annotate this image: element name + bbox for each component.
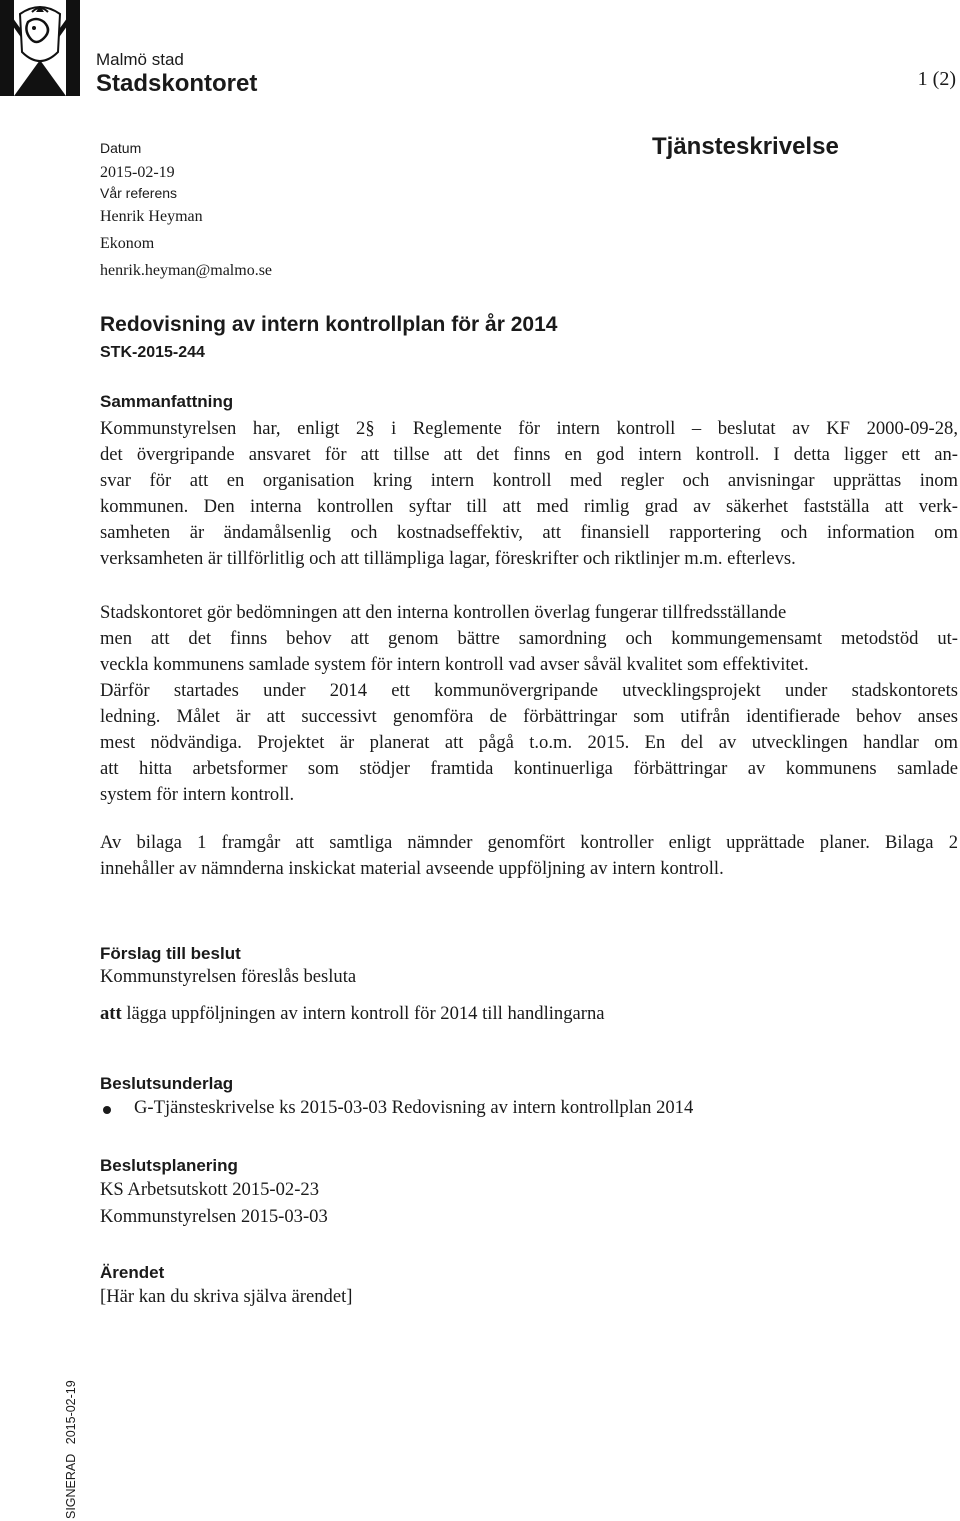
paragraph-line: att hitta arbetsformer som stödjer framtida kontinuerliga förbättringar av kommunens samlade <box>100 758 958 779</box>
page-number: 1 (2) <box>917 68 956 90</box>
paragraph-line: det övergripande ansvaret för att tillse att det finns en god intern kontroll. I detta ligger ett an- <box>100 444 958 465</box>
paragraph-line: samheten är ändamålsenlig och kostnadseffektiv, att finansiell rapportering och information om <box>100 522 958 543</box>
basis-heading: Beslutsunderlag <box>100 1074 234 1093</box>
reference-title: Ekonom <box>100 235 155 252</box>
paragraph-line: veckla kommunens samlade system för intern kontroll vad avser såväl kvalitet som effektivitet. <box>100 654 809 675</box>
reference-email: henrik.heyman@malmo.se <box>100 262 273 279</box>
document-title: Redovisning av intern kontrollplan för år 2014 <box>100 313 558 336</box>
paragraph-line: innehåller av nämnderna inskickat material avseende uppföljning av intern kontroll. <box>100 858 724 879</box>
matter-heading: Ärendet <box>100 1263 165 1282</box>
matter-text: [Här kan du skriva själva ärendet] <box>100 1286 353 1307</box>
organization-city: Malmö stad <box>96 50 184 69</box>
paragraph-line: Av bilaga 1 framgår att samtliga nämnder genomfört kontroller enligt upprättade planer. Bilaga 2 <box>100 832 958 853</box>
paragraph-line: verksamheten är tillförlitlig och att tillämpliga lagar, föreskrifter och riktlinjer m.m. efterlevs. <box>100 548 796 569</box>
proposal-decision: lägga uppföljningen av intern kontroll för 2014 till handlingarna <box>126 1003 605 1024</box>
planning-heading: Beslutsplanering <box>100 1156 238 1175</box>
proposal-intro: Kommunstyrelsen föreslås besluta <box>100 966 357 987</box>
paragraph-line: kommunen. Den interna kontrollen syftar till att med rimlig grad av säkerhet fastställa att verk- <box>100 496 958 517</box>
paragraph-line: Kommunstyrelsen har, enligt 2§ i Reglemente för intern kontroll – beslutat av KF 2000-09-28, <box>100 418 958 439</box>
paragraph-line: Därför startades under 2014 ett kommunövergripande utvecklingsprojekt under stadskontorets <box>100 680 958 701</box>
paragraph-line: Stadskontoret gör bedömningen att den interna kontrollen överlag fungerar tillfredsställande <box>100 602 787 623</box>
paragraph-line: men att det finns behov att genom bättre samordning och kommungemensamt metodstöd ut- <box>100 628 958 649</box>
proposal-heading: Förslag till beslut <box>100 944 241 963</box>
document-type: Tjänsteskrivelse <box>652 133 839 160</box>
signed-stamp: SIGNERAD 2015-02-19 <box>64 1380 78 1519</box>
summary-heading: Sammanfattning <box>100 392 234 411</box>
malmo-coat-of-arms-logo <box>0 0 80 96</box>
bullet-icon <box>103 1106 111 1114</box>
planning-line: Kommunstyrelsen 2015-03-03 <box>100 1206 328 1227</box>
att-keyword: att <box>100 1003 122 1024</box>
paragraph-line: system för intern kontroll. <box>100 784 295 805</box>
paragraph-line: mest nödvändiga. Projektet är planerat att pågå t.o.m. 2015. En del av utvecklingen handlar om <box>100 732 958 753</box>
organization-office: Stadskontoret <box>96 70 258 97</box>
summary-paragraph-2 <box>100 600 958 808</box>
reference-label: Vår referens <box>100 185 178 201</box>
summary-paragraph-3 <box>100 830 958 882</box>
reference-name: Henrik Heyman <box>100 208 203 225</box>
date-value: 2015-02-19 <box>100 164 175 181</box>
date-label: Datum <box>100 140 142 156</box>
paragraph-line: ledning. Målet är att successivt genomföra de förbättringar som utifrån identifierade behov anses <box>100 706 958 727</box>
planning-line: KS Arbetsutskott 2015-02-23 <box>100 1179 319 1200</box>
paragraph-line: svar för att en organisation kring intern kontroll med regler och anvisningar upprättas inom <box>100 470 958 491</box>
basis-item: G-Tjänsteskrivelse ks 2015-03-03 Redovisning av intern kontrollplan 2014 <box>134 1097 694 1118</box>
summary-paragraph-1 <box>100 416 958 572</box>
proposal-decision-line <box>100 1003 605 1025</box>
case-number: STK-2015-244 <box>100 344 205 361</box>
